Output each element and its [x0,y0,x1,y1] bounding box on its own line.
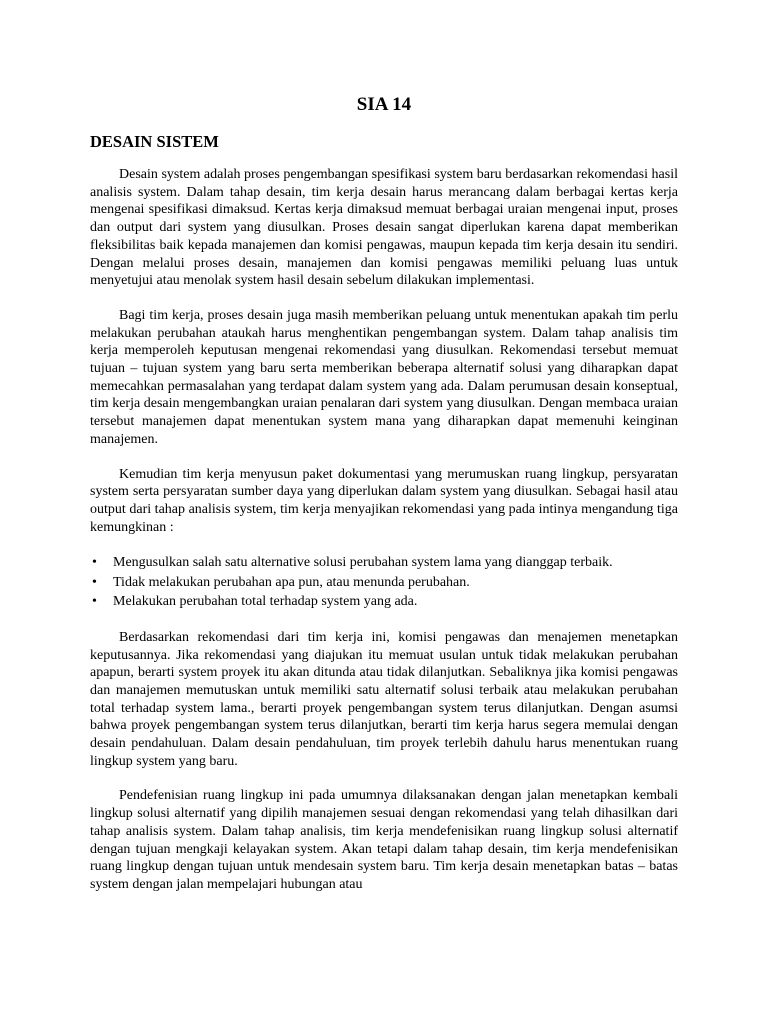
list-item-text: Melakukan perubahan total terhadap system yang ada. [113,594,418,610]
paragraph-5: Pendefenisian ruang lingkup ini pada umumnya dilaksanakan dengan jalan menetapkan kembali lingkup solusi alternatif yang dipilih manajemen sesuai dengan rekomendasi yang telah dihasilkan dari tahap analisis system. Dalam tahap analisis, tim kerja mendefenisikan ruang lingkup solusi alternatif dengan tujuan mengkaji kelayakan system. Akan tetapi dalam tahap desain, tim kerja mendefenisikan ruang lingkup dengan tujuan untuk mendesain system baru. Tim kerja desain menetapkan batas – batas system dengan jalan mempelajari hubungan atau [90,788,678,892]
list-item-text: Tidak melakukan perubahan apa pun, atau menunda perubahan. [113,574,470,590]
paragraph-2: Bagi tim kerja, proses desain juga masih memberikan peluang untuk menentukan apakah tim perlu melakukan perubahan ataukah harus menghentikan pengembangan system. Dalam tahap analisis tim kerja memperoleh keputusan mengenai rekomendasi yang diusulkan. Rekomendasi tersebut memuat tujuan – tujuan system yang baru serta memberikan beberapa alternatif solusi yang diharapkan dapat memecahkan permasalahan yang terdapat dalam system yang ada. Dalam perumusan desain konseptual, tim kerja desain mengembangkan uraian penalaran dari system yang diusulkan. Dengan membaca uraian tersebut manajemen dapat menentukan system mana yang diharapkan dapat memenuhi keinginan manajemen. [90,307,678,447]
document-page [90,94,678,911]
list-item [90,592,678,612]
paragraph-3: Kemudian tim kerja menyusun paket dokumentasi yang merumuskan ruang lingkup, persyaratan system serta persyaratan sumber daya yang diperlukan dalam system yang diusulkan. Sebagai hasil atau output dari tahap analisis system, tim kerja menyajikan rekomendasi yang pada intinya mengandung tiga kemungkinan : [90,466,678,535]
paragraph-4: Berdasarkan rekomendasi dari tim kerja ini, komisi pengawas dan menajemen menetapkan keputusannya. Jika rekomendasi yang diajukan itu memuat usulan untuk tidak melakukan perubahan apapun, berarti system proyek itu akan ditunda atau tidak dilanjutkan. Sebaliknya jika komisi pengawas dan manajemen memutuskan untuk memiliki satu alternatif solusi terbaik atau melakukan perubahan total terhadap system lama., berarti proyek pengembangan system terus dilanjutkan. Dengan asumsi bahwa proyek pengembangan system terus dilanjutkan, berarti tim kerja harus segera memulai dengan desain pendahuluan. Dalam desain pendahuluan, tim proyek terlebih dahulu harus menentukan ruang lingkup system yang baru. [90,629,678,769]
list-item [90,573,678,593]
bullet-list [90,553,678,612]
list-item-text: Mengusulkan salah satu alternative solusi perubahan system lama yang dianggap terbaik. [113,555,613,571]
document-title: SIA 14 [356,94,412,115]
list-item [90,553,678,573]
bullet-icon: • [92,574,97,590]
section-heading: DESAIN SISTEM [90,132,219,151]
paragraph-1: Desain system adalah proses pengembangan spesifikasi system baru berdasarkan rekomendasi hasil analisis system. Dalam tahap desain, tim kerja desain harus merancang dalam berbagai kertas kerja mengenai spesifikasi dimaksud. Kertas kerja dimaksud memuat berbagai uraian mengenai input, proses dan output dari system yang diusulkan. Proses desain sangat diperlukan karena dapat memberikan fleksibilitas baik kepada manajemen dan komisi pengawas, maupun kepada tim kerja desain itu sendiri. Dengan melalui proses desain, manajemen dan komisi pengawas memiliki peluang luas untuk menyetujui atau menolak system hasil desain sebelum dilakukan implementasi. [90,167,678,289]
bullet-icon: • [92,594,97,610]
bullet-icon: • [92,555,97,571]
